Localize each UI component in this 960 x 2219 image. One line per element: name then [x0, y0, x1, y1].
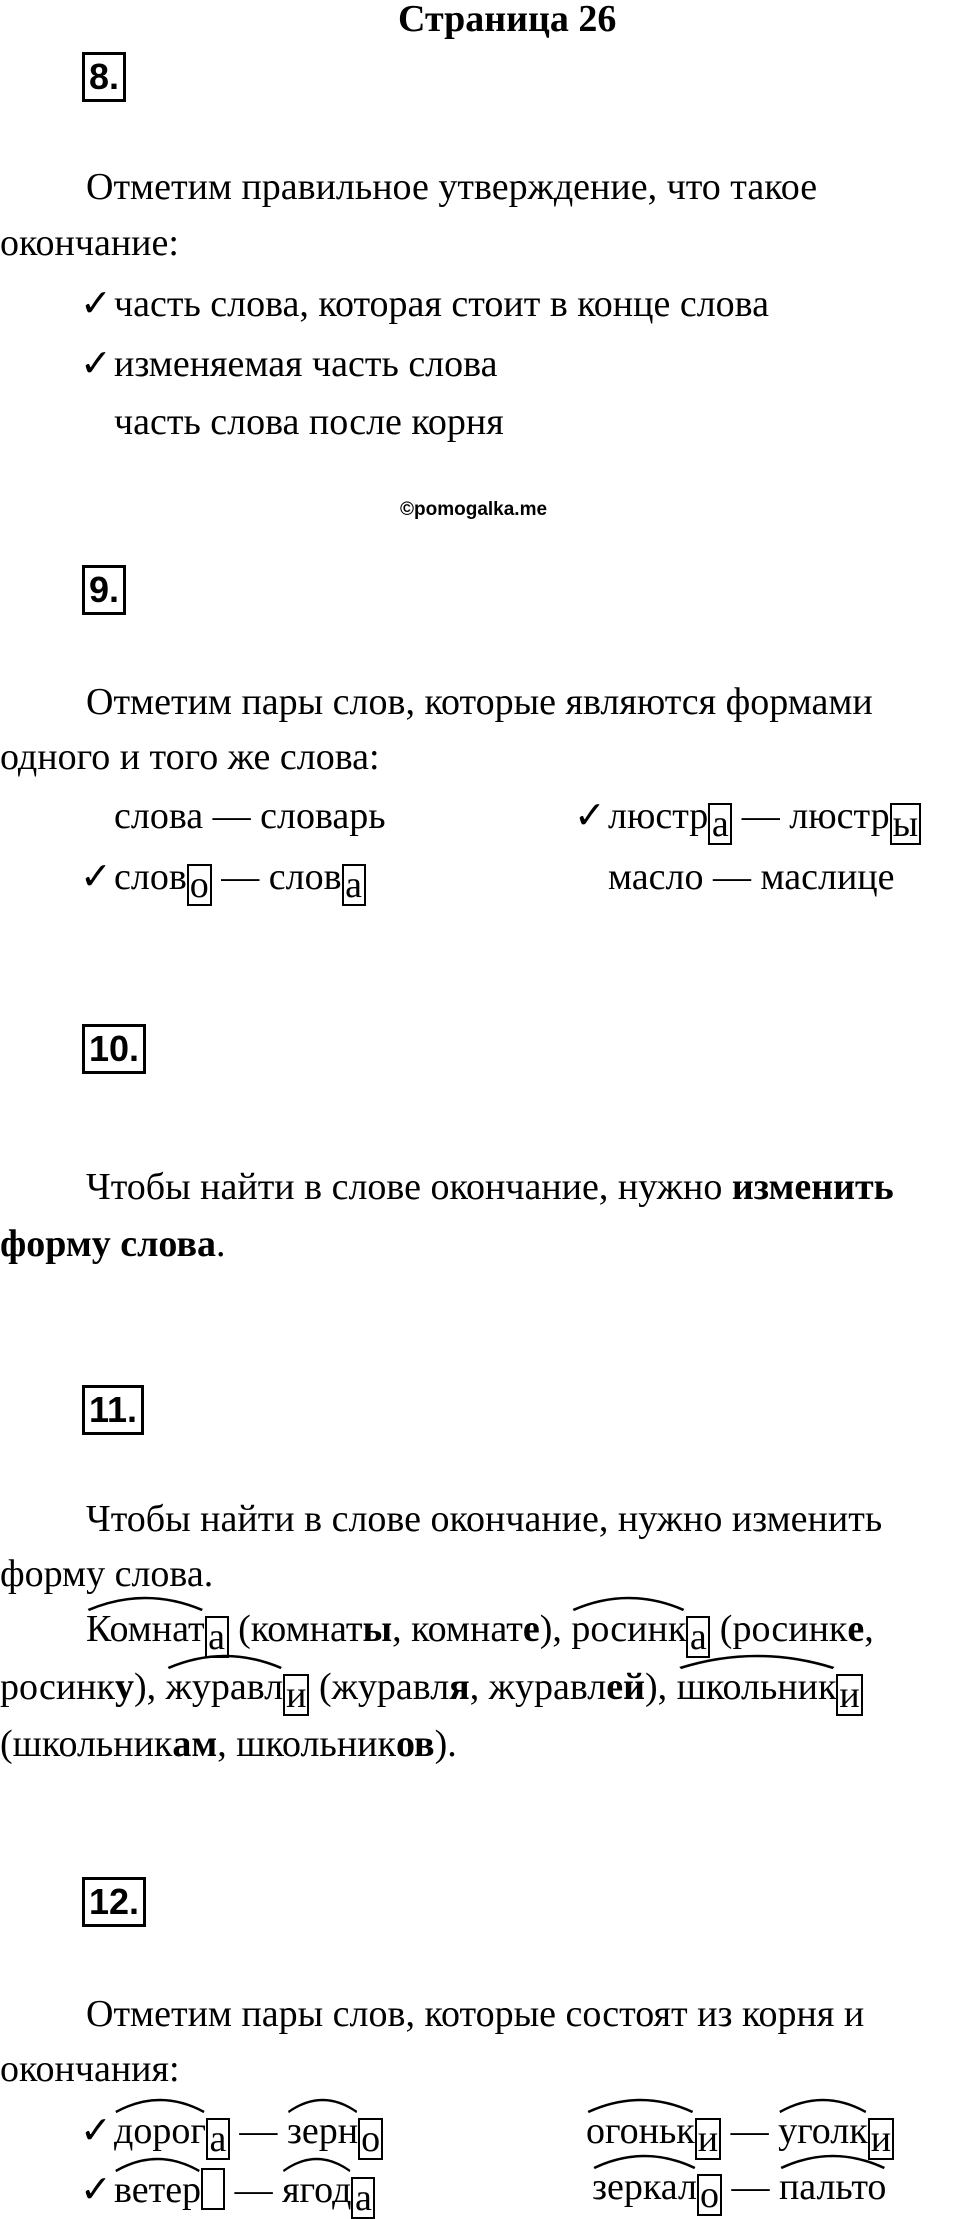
root-arc-word: уголк	[778, 2112, 868, 2150]
task8-intro-line1: Отметим правильное утверждение, что такое	[86, 166, 818, 208]
check-icon: ✓	[80, 2169, 112, 2211]
root-arc-word: зерн	[287, 2112, 358, 2150]
root-arc-word: ветер	[114, 2171, 201, 2209]
root-arc	[114, 2153, 201, 2173]
task-number-12: 12.	[82, 1877, 146, 1927]
task9-pair-1: слова — словарь	[114, 795, 386, 837]
watermark: ©pomogalka.me	[400, 499, 548, 520]
root-arc	[571, 1592, 686, 1612]
task9-pair-4: масло — маслице	[608, 856, 895, 898]
ending-box: и	[283, 1674, 309, 1716]
task11-line1: Чтобы найти в слове окончание, нужно изменить	[86, 1498, 883, 1540]
root-arc	[586, 2094, 695, 2114]
root-arc	[287, 2094, 358, 2114]
root-arc-word: Комнат	[86, 1610, 205, 1648]
root-arc	[282, 2153, 351, 2173]
check-icon: ✓	[80, 283, 112, 325]
task10-line2: форму слова.	[0, 1223, 226, 1265]
task11-line3: Комната (комнаты, комнате), росинка (росинке,	[86, 1610, 874, 1658]
root-arc-word: росинк	[571, 1610, 686, 1648]
task12-pair-4: зеркало — пальто	[592, 2168, 886, 2216]
check-icon: ✓	[80, 2110, 112, 2152]
root-arc-word: журавл	[166, 1668, 284, 1706]
ending-box: а	[686, 1616, 710, 1658]
task-number-10: 10.	[82, 1024, 146, 1074]
task10-line1: Чтобы найти в слове окончание, нужно изменить	[86, 1166, 894, 1208]
root-arc-word: огоньк	[586, 2112, 695, 2150]
task9-intro-line2: одного и того же слова:	[0, 736, 380, 778]
task12-pair-1: ✓ дорога — зерно	[80, 2112, 383, 2160]
root-arc-word: школьник	[677, 1668, 837, 1706]
root-arc	[778, 2094, 868, 2114]
root-arc-word: дорог	[114, 2112, 206, 2150]
root-arc	[677, 1650, 837, 1670]
task8-option-2: ✓изменяемая часть слова	[80, 343, 498, 385]
task9-intro-line1: Отметим пары слов, которые являются формами	[86, 681, 873, 723]
task-number-9: 9.	[82, 565, 126, 615]
ending-box: а	[205, 1616, 229, 1658]
ending-box: а	[342, 864, 366, 906]
ending-box: о	[187, 864, 212, 906]
task12-pair-3: ✓ ветер — ягода	[80, 2168, 375, 2219]
root-arc	[779, 2150, 887, 2170]
task12-intro-line2: окончания:	[0, 2048, 180, 2090]
ending-box: а	[351, 2177, 375, 2219]
task9-pair-3: ✓слово — слова	[80, 858, 366, 906]
root-arc	[114, 2094, 206, 2114]
ending-box: и	[868, 2118, 894, 2160]
task11-line5: (школьникам, школьников).	[0, 1723, 457, 1765]
ending-box: а	[708, 803, 732, 845]
task11-line4: росинку), журавли (журавля, журавлей), школьники	[0, 1668, 863, 1716]
root-arc-word: зеркал	[592, 2168, 697, 2206]
ending-box: о	[358, 2118, 383, 2160]
task11-line2: форму слова.	[0, 1553, 214, 1595]
task12-intro-line1: Отметим пары слов, которые состоят из корня и	[86, 1993, 865, 2035]
ending-box: а	[206, 2118, 230, 2160]
root-arc-word: ягод	[282, 2171, 351, 2209]
root-arc	[166, 1650, 284, 1670]
check-icon: ✓	[574, 795, 606, 837]
task12-pair-2: огоньки — уголки	[586, 2112, 894, 2160]
task-number-8: 8.	[82, 52, 126, 102]
task-number-11: 11.	[82, 1385, 144, 1435]
ending-box: и	[836, 1674, 862, 1716]
task8-option-1: ✓часть слова, которая стоит в конце слова	[80, 283, 769, 325]
ending-box: о	[697, 2174, 722, 2216]
ending-box: и	[695, 2118, 721, 2160]
ending-box: ы	[890, 803, 922, 845]
task8-intro-line2: окончание:	[0, 222, 179, 264]
root-arc	[592, 2150, 697, 2170]
check-icon: ✓	[80, 343, 112, 385]
task8-option-3: часть слова после корня	[114, 401, 504, 443]
root-arc	[86, 1592, 205, 1612]
task9-pair-2: ✓люстра — люстры	[574, 797, 921, 845]
page-title: Страница 26	[398, 0, 617, 40]
check-icon: ✓	[80, 856, 112, 898]
root-arc-word: пальто	[779, 2168, 887, 2206]
ending-box-empty	[201, 2168, 225, 2210]
